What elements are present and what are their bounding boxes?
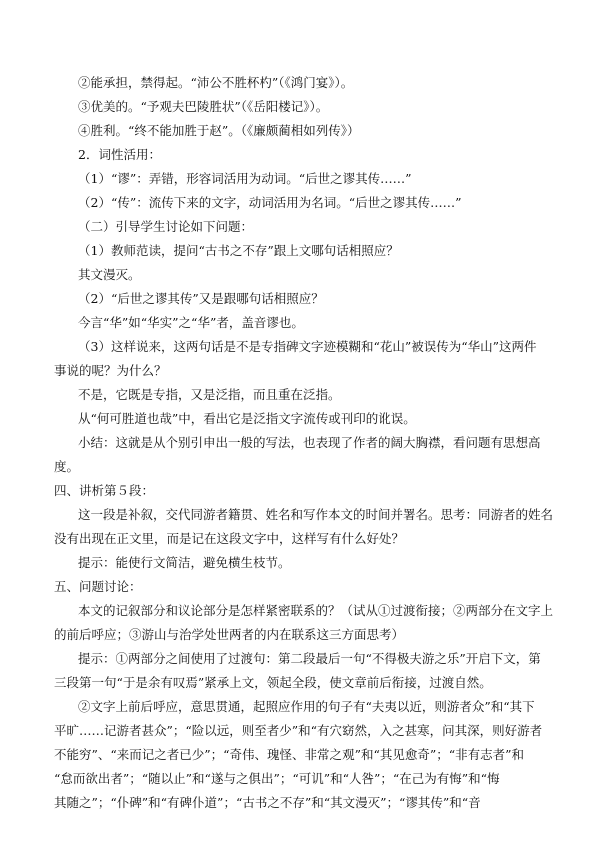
section-heading: 五、问题讨论： — [54, 579, 142, 594]
text-line: 平旷……记游者甚众”；“险以远，则至者少”和“有穴窈然，入之甚寒，问其深，则好游者 — [54, 723, 543, 738]
text-line: （2）“传”：流传下来的文字，动词活用为名词。“后世之谬其传……” — [78, 195, 462, 210]
text-line: 不能穷”、“来而记之者已少”；“奇伟、瑰怪、非常之观”和“其见愈奇”；“非有志者”和 — [54, 747, 525, 762]
text-line: 今言“华”如“华实”之“华”者，盖音谬也。 — [78, 315, 304, 330]
text-line: 事说的呢？为什么？ — [54, 363, 167, 378]
section-heading: 四、讲析第５段： — [54, 483, 155, 498]
section-heading: （二）引导学生讨论如下问题： — [78, 219, 254, 234]
text-line: ③优美的。“予观夫巴陵胜状”（《岳阳楼记》）。 — [78, 99, 329, 114]
text-line: 其随之”；“仆碑”和“有碑仆道”；“古书之不存”和“其文漫灭”；“谬其传”和“音 — [54, 795, 481, 810]
text-line: （1）教师范读，提问“古书之不存”跟上文哪句话相照应？ — [78, 243, 399, 258]
text-line: （3）这样说来，这两句话是不是专指碑文字迹模糊和“花山”被误传为“华山”这两件 — [78, 339, 537, 354]
text-line: ②文字上前后呼应，意思贯通，起照应作用的句子有“夫夷以近，则游者众”和“其下 — [78, 699, 535, 714]
text-line: ④胜利。“终不能加胜于赵”。（《廉颇蔺相如列传》） — [78, 123, 360, 138]
text-line: 这一段是补叙，交代同游者籍贯、姓名和写作本文的时间并署名。思考：同游者的姓名 — [78, 507, 554, 522]
text-line: 提示：能使行文简洁，避免横生枝节。 — [78, 555, 291, 570]
text-line: 不是，它既是专指，又是泛指，而且重在泛指。 — [78, 387, 341, 402]
text-line: （2）“后世之谬其传”又是跟哪句话相照应？ — [78, 291, 324, 306]
text-line: 本文的记叙部分和议论部分是怎样紧密联系的？（试从①过渡衔接；②两部分在文字上 — [78, 603, 554, 618]
text-line: 其文漫灭。 — [78, 267, 141, 282]
text-line: （1）“谬”：弄错，形容词活用为动词。“后世之谬其传……” — [78, 171, 412, 186]
text-line: 三段第一句“于是余有叹焉”紧承上文，领起全段，使文章前后衔接，过渡自然。 — [54, 675, 492, 690]
text-line: “怠而欲出者”；“随以止”和“遂与之俱出”；“可讥”和“人咎”；“在己为有悔”和“悔 — [54, 771, 500, 786]
text-line: 度。 — [54, 459, 80, 474]
text-line: 小结：这就是从个别引申出一般的写法，也表现了作者的阔大胸襟，看问题有思想高 — [78, 435, 541, 450]
text-line: ②能承担，禁得起。“沛公不胜杯杓”（《鸿门宴》）。 — [78, 75, 354, 90]
text-line: 没有出现在正文里，而是记在这段文字中，这样写有什么好处？ — [54, 531, 405, 546]
text-line: 的前后呼应；③游山与治学处世两者的内在联系这三方面思考） — [54, 627, 405, 642]
section-heading: 2．词性活用： — [78, 147, 161, 162]
text-line: 提示：①两部分之间使用了过渡句：第二段最后一句“不得极夫游之乐”开启下文，第 — [78, 651, 541, 666]
text-line: 从“何可胜道也哉”中，看出它是泛指文字流传或刊印的讹误。 — [78, 411, 416, 426]
